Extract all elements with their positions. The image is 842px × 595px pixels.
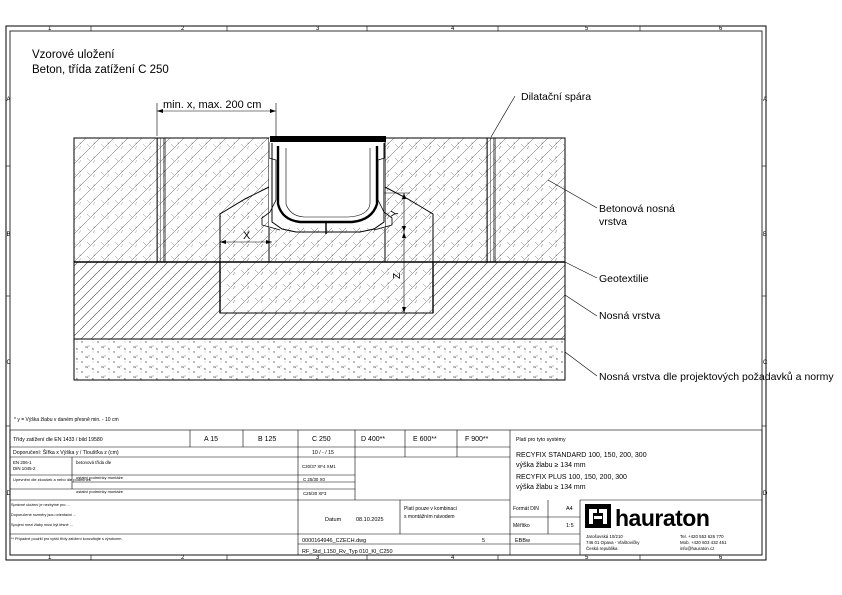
row1-mid: betonová třída dle — [76, 460, 112, 465]
class-header: Třídy zatížení dle EN 1433 / bild 19580 — [13, 437, 103, 443]
format-label: Formát DIN — [513, 506, 539, 512]
row3-mid: ostatní podmínky montáže — [76, 489, 123, 494]
col-marker: 3 — [316, 26, 320, 32]
row-marker: C — [763, 360, 768, 366]
note-1: Správné uložení je nezbytné pro ... — [11, 503, 70, 507]
label-concrete-2: vrstva — [599, 216, 628, 228]
class-a15: A 15 — [204, 436, 219, 443]
y-label: Y — [390, 210, 401, 217]
drawing-title: Vzorové uložení — [32, 49, 115, 61]
system-1b: výška žlabu ≥ 134 mm — [516, 462, 586, 469]
system-header: Platí pro tyto systémy — [516, 437, 566, 443]
class-c250: C 250 — [312, 436, 331, 443]
row-marker: D — [763, 491, 768, 497]
col-marker: 6 — [719, 26, 723, 32]
address-1: Jarošovská 10/210 — [586, 534, 623, 539]
row2-left: Upevnění dle zkoušek a nebo dle podmínek — [13, 477, 91, 482]
x-label: X — [243, 230, 251, 242]
col-marker: 2 — [181, 26, 185, 32]
row-marker: B — [763, 232, 768, 238]
class-b125: B 125 — [258, 436, 277, 443]
expansion-joint — [157, 138, 165, 262]
expansion-joint — [487, 138, 495, 262]
row-marker: A — [763, 97, 768, 103]
valid-note-1: Platí pouze v kombinaci — [404, 506, 457, 512]
row2-dims: C 25/30 X0 — [303, 477, 325, 482]
footnote: * y = Výška žlabu v daném přesně min. - 10 cm — [14, 417, 119, 423]
scale-value: 1:5 — [566, 523, 574, 529]
contact-2: Mob. +420 603 432 451 — [680, 540, 727, 545]
system-2b: výška žlabu ≥ 134 mm — [516, 484, 586, 491]
drawing-subtitle: Beton, třída zatížení C 250 — [32, 64, 169, 76]
address-2: 746 01 Opava - Vlaštovičky — [586, 540, 640, 545]
col-marker: 1 — [48, 555, 52, 561]
scale-label: Měřítko — [513, 523, 530, 529]
system-2: RECYFIX PLUS 100, 150, 200, 300 — [516, 474, 627, 481]
grating — [270, 136, 386, 142]
hauraton-logo — [585, 504, 709, 531]
system-1: RECYFIX STANDARD 100, 150, 200, 300 — [516, 452, 647, 459]
doc-number: 0000164946_CZECH.dwg — [302, 538, 367, 544]
row-marker: B — [6, 232, 11, 238]
contact-1: Tel. +420 553 626 770 — [680, 534, 724, 539]
row1-left-2: DIN 1045-2 — [13, 466, 36, 471]
col-marker: 3 — [316, 555, 320, 561]
date-value: 08.10.2025 — [356, 517, 384, 523]
note-4: ** Případné použití pro vyšší třídy zatížení konzultujte s výrobcem. — [11, 537, 123, 541]
spacing-label: min. x, max. 200 cm — [163, 99, 262, 111]
address-3: Česká republika — [586, 546, 618, 551]
spacing-dimension — [157, 99, 276, 136]
format-value: A4 — [566, 506, 573, 512]
contact-3: info@hauraton.cz — [680, 546, 715, 551]
company-name: hauraton — [615, 505, 710, 531]
date-label: Datum — [325, 517, 342, 523]
col-marker: 5 — [585, 555, 589, 561]
row1-dims-1: 10 / - / 15 — [312, 450, 334, 456]
col-marker: 2 — [181, 555, 185, 561]
col-marker: 4 — [451, 555, 455, 561]
version: EBBw — [515, 538, 530, 544]
cross-section — [74, 136, 565, 380]
col-marker: 6 — [719, 555, 723, 561]
page-number: 5 — [482, 538, 486, 544]
label-base: Nosná vrstva — [599, 310, 661, 322]
label-geotextile: Geotextilie — [599, 273, 649, 285]
row1-dims-2: C30/37 XF4 XM1 — [302, 464, 336, 469]
row-marker: D — [6, 491, 11, 497]
ref-number: RF_Std_L150_Rv_Typ 010_Kl_C250 — [302, 549, 393, 555]
row1-left-1: EN 206-1 — [13, 460, 32, 465]
row3-dims: C25/30 XF3 — [303, 491, 327, 496]
note-2: Doporučené rozměry jsou orientační ... — [11, 513, 77, 517]
z-label: Z — [392, 272, 403, 279]
valid-note-2: s montážním návodem — [404, 514, 455, 520]
class-e600: E 600** — [413, 436, 437, 443]
col-marker: 5 — [585, 26, 589, 32]
col-marker: 4 — [451, 26, 455, 32]
class-f900: F 900** — [465, 436, 489, 443]
row-marker: A — [6, 97, 11, 103]
subbase-layer — [74, 339, 565, 380]
label-subbase: Nosná vrstva dle projektových požadavků a normy — [599, 371, 834, 383]
class-d400: D 400** — [361, 436, 386, 443]
label-joint: Dilatační spára — [521, 91, 592, 103]
note-3: Spojení mezi žlaby musí být těsné ... — [11, 523, 73, 527]
label-concrete: Betonová nosná — [599, 203, 675, 215]
row-marker: C — [6, 360, 11, 366]
row2-mid: ostatní podmínky montáže — [76, 475, 123, 480]
dims-header: Doporučení: Šířka x Výška y / Tloušťka z (cm) — [13, 450, 119, 456]
col-marker: 1 — [48, 26, 52, 32]
